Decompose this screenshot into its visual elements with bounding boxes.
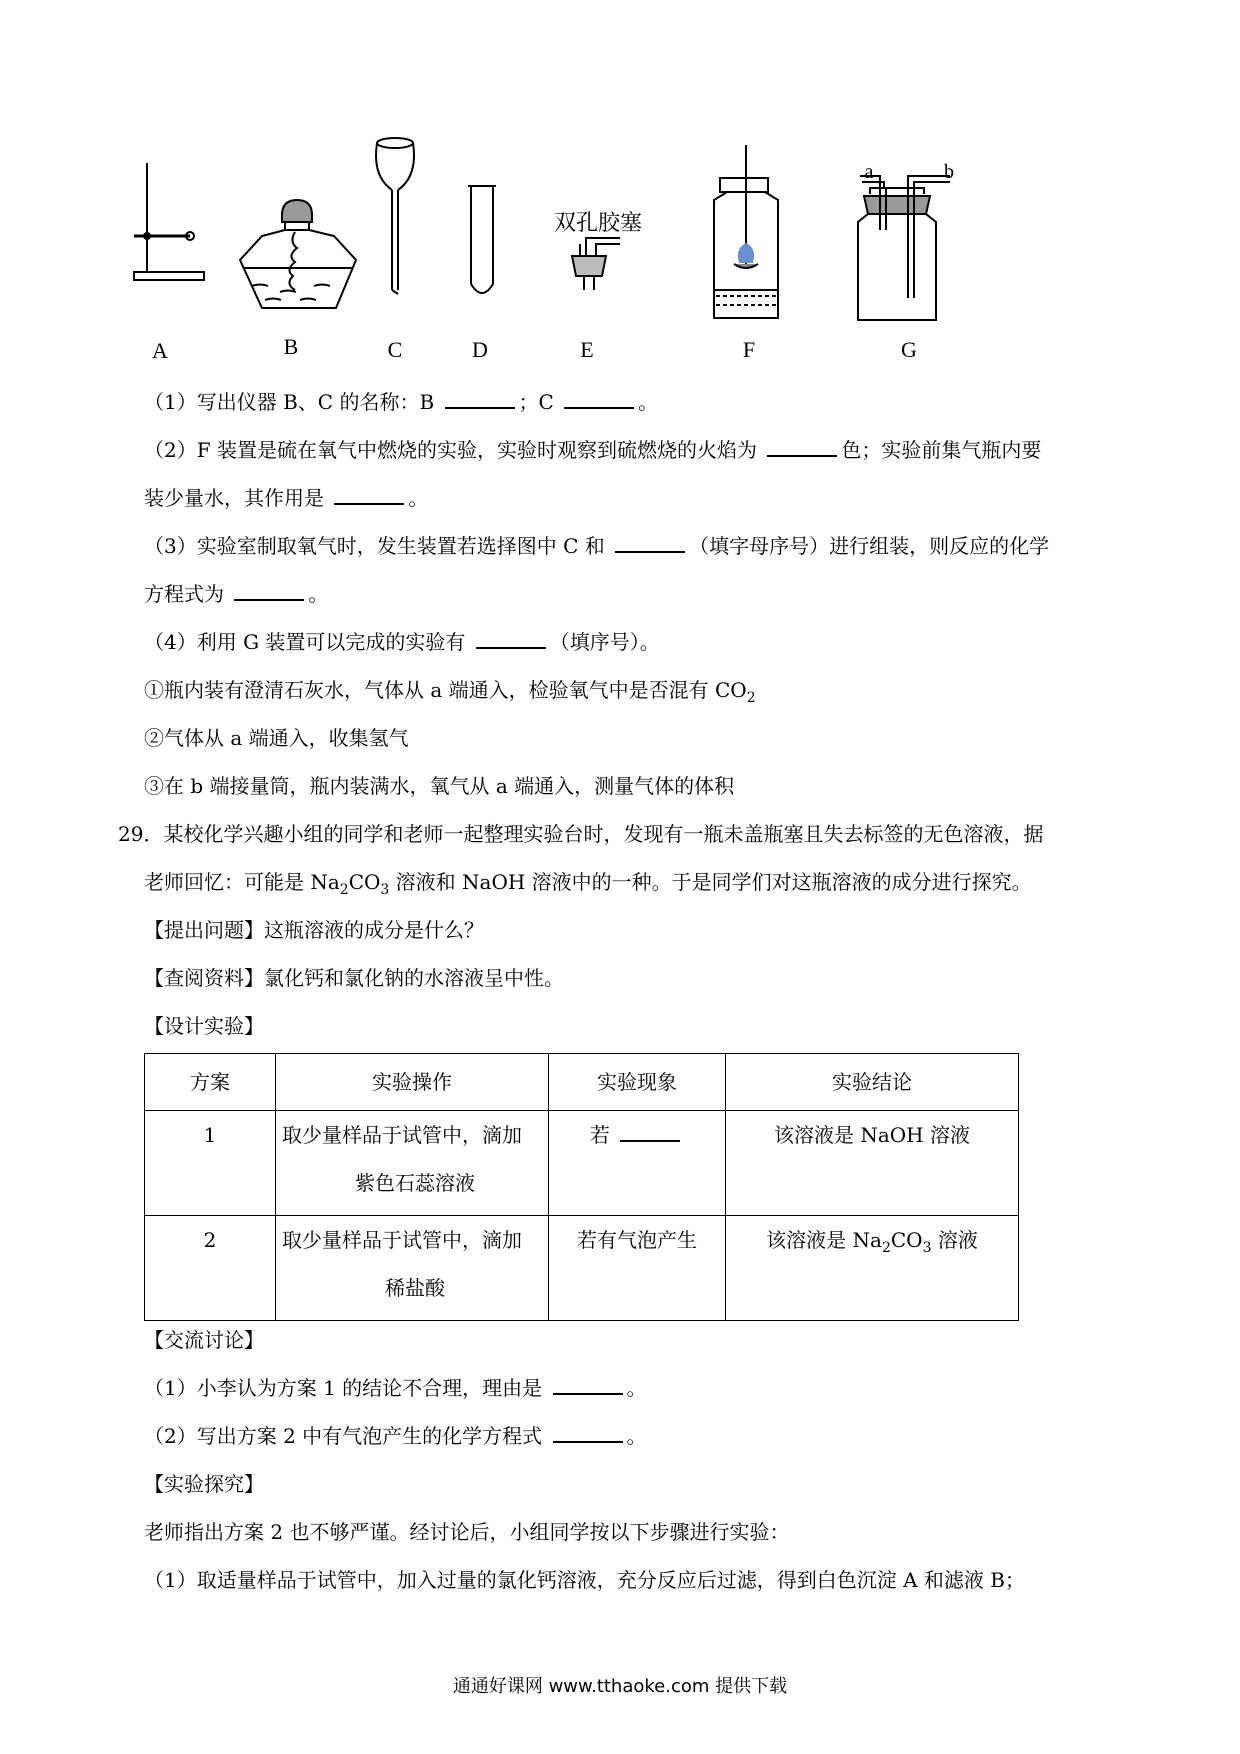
q29-step-1 xyxy=(144,1566,1025,1594)
conclusion-sub1: 2 xyxy=(881,1240,891,1256)
q28-o1-text: ①瓶内装有澄清石灰水，气体从 a 端通入，检验氧气中是否混有 CO xyxy=(144,678,747,702)
q29-intro-sub1: 2 xyxy=(339,882,349,898)
g-tube-a-label: a xyxy=(864,161,874,183)
q28-p3-text: （3）实验室制取氧气时，发生装置若选择图中 C 和 xyxy=(144,534,612,558)
e-caption: 双孔胶塞 xyxy=(553,210,643,235)
operation-cell xyxy=(276,1111,549,1216)
q28-option-2 xyxy=(144,724,409,752)
conclusion-c: 溶液 xyxy=(931,1228,978,1252)
apparatus-figure xyxy=(0,0,1240,380)
q29-intro-sub2: 3 xyxy=(380,882,390,898)
label-g: G xyxy=(901,337,917,362)
conclusion-cell xyxy=(726,1216,1019,1321)
q28-p2-l2-text: 装少量水，其作用是 xyxy=(144,486,331,510)
experiment-table xyxy=(144,1053,1019,1321)
plan-cell: 1 xyxy=(145,1111,276,1216)
answer-blank[interactable] xyxy=(553,1423,623,1443)
label-e: E xyxy=(580,337,594,362)
q29-step1-text: （1）取适量样品于试管中，加入过量的氯化钙溶液，充分反应后过滤，得到白色沉淀 A 和滤液 B； xyxy=(144,1568,1025,1592)
q28-p3-l2-end: 。 xyxy=(308,582,329,606)
q29-discuss-text: 【交流讨论】 xyxy=(144,1328,264,1352)
q29-intro-a: 老师回忆：可能是 Na xyxy=(144,870,340,894)
q28-option-1 xyxy=(144,676,756,712)
operation-line: 稀盐酸 xyxy=(385,1276,445,1300)
q28-p1-end: 。 xyxy=(638,390,659,414)
q28-p4-after: （填序号）。 xyxy=(549,630,660,654)
alcohol-lamp-icon xyxy=(240,200,356,308)
table-header-cell: 实验结论 xyxy=(726,1054,1019,1111)
phenomenon-cell xyxy=(549,1111,726,1216)
q28-part3-line1 xyxy=(144,532,1049,560)
q29-intro-line2 xyxy=(144,868,1032,904)
q28-p2-l2-end: 。 xyxy=(408,486,429,510)
answer-blank[interactable] xyxy=(234,581,304,601)
q29-intro-c: 溶液和 NaOH 溶液中的一种。于是同学们对这瓶溶液的成分进行探究。 xyxy=(389,870,1032,894)
q29-design-text: 【设计实验】 xyxy=(144,1014,264,1038)
phenomenon-text: 若 xyxy=(589,1123,617,1147)
q29-research xyxy=(144,964,564,992)
answer-blank[interactable] xyxy=(564,389,634,409)
plan-cell: 2 xyxy=(145,1216,276,1321)
q29-d2-end: 。 xyxy=(626,1424,647,1448)
phenomenon-cell: 若有气泡产生 xyxy=(549,1216,726,1321)
q28-p1-mid: ；C xyxy=(518,390,561,414)
q28-o2-text: ②气体从 a 端通入，收集氢气 xyxy=(144,726,409,750)
q29-discuss-1 xyxy=(144,1374,647,1402)
q28-p1-text: （1）写出仪器 B、C 的名称：B xyxy=(144,390,441,414)
q28-part3-line2 xyxy=(144,580,328,608)
q29-problem xyxy=(144,916,484,944)
operation-line: 紫色石蕊溶液 xyxy=(355,1171,475,1195)
q28-o1-sub: 2 xyxy=(746,690,756,706)
q29-discuss-2 xyxy=(144,1422,647,1450)
table-header-cell: 方案 xyxy=(145,1054,276,1111)
q29-discuss-heading xyxy=(144,1326,264,1354)
conclusion-a: 该溶液是 Na xyxy=(766,1228,882,1252)
table-row xyxy=(145,1216,1019,1321)
page-footer: 通通好课网 www.tthaoke.com 提供下载 xyxy=(452,1676,788,1697)
q29-research-text: 【查阅资料】氯化钙和氯化钠的水溶液呈中性。 xyxy=(144,966,564,990)
two-hole-stopper-icon xyxy=(572,238,620,290)
table-header-row xyxy=(145,1054,1019,1111)
q28-part1 xyxy=(144,388,658,416)
gas-jar-combustion-icon xyxy=(714,145,778,318)
test-tube-icon xyxy=(468,186,496,293)
answer-blank[interactable] xyxy=(767,437,837,457)
answer-blank[interactable] xyxy=(476,629,546,649)
q29-d2-text: （2）写出方案 2 中有气泡产生的化学方程式 xyxy=(144,1424,549,1448)
q29-d1-end: 。 xyxy=(626,1376,647,1400)
q29-design-heading xyxy=(144,1012,264,1040)
label-d: D xyxy=(472,337,488,362)
operation-line: 取少量样品于试管中，滴加 xyxy=(282,1123,522,1147)
q29-intro-b: CO xyxy=(348,870,381,894)
q28-p2-text: （2）F 装置是硫在氧气中燃烧的实验，实验时观察到硫燃烧的火焰为 xyxy=(144,438,764,462)
label-c: C xyxy=(387,337,403,362)
q29-intro-text: 29．某校化学兴趣小组的同学和老师一起整理实验台时，发现有一瓶未盖瓶塞且失去标签的无色溶液，据 xyxy=(118,822,1044,846)
q29-explore-text: 【实验探究】 xyxy=(144,1472,264,1496)
q28-part2-line2 xyxy=(144,484,428,512)
q28-o3-text: ③在 b 端接量筒，瓶内装满水，氧气从 a 端通入，测量气体的体积 xyxy=(144,774,735,798)
q29-teacher-note xyxy=(144,1518,789,1546)
conclusion-b: CO xyxy=(890,1228,923,1252)
q28-part4 xyxy=(144,628,660,656)
gas-washing-bottle-icon xyxy=(858,176,950,320)
operation-line: 取少量样品于试管中，滴加 xyxy=(282,1228,522,1252)
q28-part2-line1 xyxy=(144,436,1041,464)
label-b: B xyxy=(283,334,299,359)
table-header-cell: 实验操作 xyxy=(276,1054,549,1111)
conclusion-sub2: 3 xyxy=(922,1240,932,1256)
iron-stand-icon xyxy=(134,163,204,280)
q28-p3-l2-text: 方程式为 xyxy=(144,582,231,606)
q29-problem-text: 【提出问题】这瓶溶液的成分是什么？ xyxy=(144,918,484,942)
answer-blank[interactable] xyxy=(553,1375,623,1395)
q29-intro-line1 xyxy=(118,820,1043,848)
label-a: A xyxy=(152,338,168,363)
q28-p2-after: 色；实验前集气瓶内要 xyxy=(841,438,1042,462)
answer-blank[interactable] xyxy=(445,389,515,409)
q29-d1-text: （1）小李认为方案 1 的结论不合理，理由是 xyxy=(144,1376,549,1400)
q28-p3-after: （填字母序号）进行组装，则反应的化学 xyxy=(689,534,1050,558)
q29-explore-heading xyxy=(144,1470,264,1498)
long-neck-funnel-icon xyxy=(376,138,414,294)
answer-blank[interactable] xyxy=(620,1122,680,1142)
conclusion-cell: 该溶液是 NaOH 溶液 xyxy=(726,1111,1019,1216)
label-f: F xyxy=(742,337,756,362)
q28-p4-text: （4）利用 G 装置可以完成的实验有 xyxy=(144,630,472,654)
table-header-cell: 实验现象 xyxy=(549,1054,726,1111)
operation-cell xyxy=(276,1216,549,1321)
q28-option-3 xyxy=(144,772,734,800)
q29-teacher-text: 老师指出方案 2 也不够严谨。经讨论后，小组同学按以下步骤进行实验： xyxy=(144,1520,790,1544)
table-row xyxy=(145,1111,1019,1216)
answer-blank[interactable] xyxy=(334,485,404,505)
answer-blank[interactable] xyxy=(615,533,685,553)
g-tube-b-label: b xyxy=(944,161,954,183)
